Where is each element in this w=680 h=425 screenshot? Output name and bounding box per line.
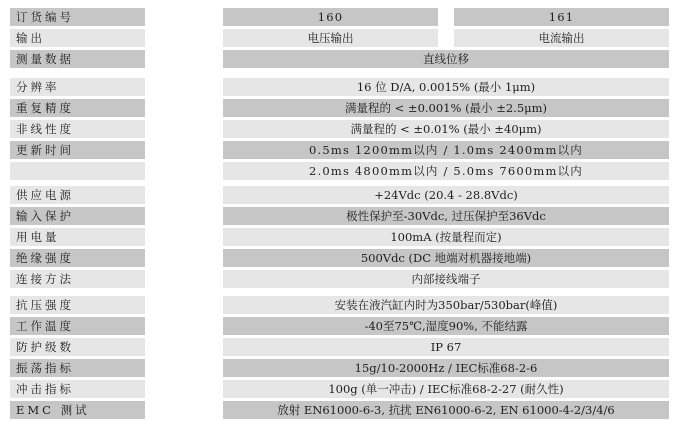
spec-label: 用电量 [10,228,145,246]
spec-value: 500Vdc (DC 地端对机器接地端) [223,249,669,267]
spec-label: EMC 测试 [10,401,145,419]
spec-value: 直线位移 [223,50,669,68]
spec-value: 安装在液汽缸内时为350bar/530bar(峰值) [223,296,669,314]
spec-label: 更新时间 [10,141,145,159]
spec-value: 满量程的 < ±0.01% (最小 ±40μm) [223,120,669,138]
spec-value-col-1: 160 [223,8,438,26]
spec-value-col-1: 电压输出 [223,29,438,47]
spec-value: 放射 EN61000-6-3, 抗扰 EN61000-6-2, EN 61000-4-2/3/4/6 [223,401,669,419]
spec-label: 重复精度 [10,99,145,117]
spec-label: 冲击指标 [10,380,145,398]
spec-label: 连接方法 [10,270,145,288]
spec-value: -40至75℃,湿度90%, 不能结露 [223,317,669,335]
spec-label: 抗压强度 [10,296,145,314]
spec-value: 15g/10-2000Hz / IEC标准68-2-6 [223,359,669,377]
spec-label [10,162,145,180]
spec-label: 供应电源 [10,186,145,204]
spec-value: 16 位 D/A, 0.0015% (最小 1μm) [223,78,669,96]
spec-label: 工作温度 [10,317,145,335]
spec-value: 100mA (按量程而定) [223,228,669,246]
spec-label: 测量数据 [10,50,145,68]
spec-value: 2.0ms 4800mm以内 / 5.0ms 7600mm以内 [223,162,669,180]
spec-label: 振荡指标 [10,359,145,377]
spec-label: 订货编号 [10,8,145,26]
spec-value: 内部接线端子 [223,270,669,288]
spec-value: IP 67 [223,338,669,356]
spec-label: 分辨率 [10,78,145,96]
spec-value: 0.5ms 1200mm以内 / 1.0ms 2400mm以内 [223,141,669,159]
spec-value: 满量程的 < ±0.001% (最小 ±2.5μm) [223,99,669,117]
spec-value-col-2: 电流输出 [454,29,669,47]
spec-value: +24Vdc (20.4 - 28.8Vdc) [223,186,669,204]
spec-label: 输出 [10,29,145,47]
spec-value-col-2: 161 [454,8,669,26]
spec-label: 非线性度 [10,120,145,138]
spec-label: 绝缘强度 [10,249,145,267]
spec-label: 输入保护 [10,207,145,225]
spec-value: 极性保护至-30Vdc, 过压保护至36Vdc [223,207,669,225]
spec-label: 防护级数 [10,338,145,356]
spec-value: 100g (单一冲击) / IEC标准68-2-27 (耐久性) [223,380,669,398]
